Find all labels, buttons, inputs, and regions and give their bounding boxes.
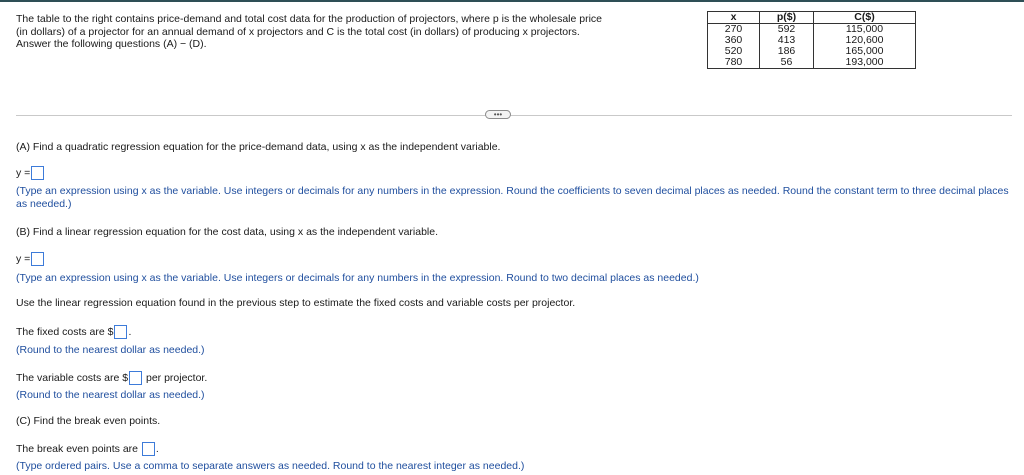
table-cell: 115,000 [814, 24, 916, 36]
table-header-c: C($) [814, 12, 916, 24]
table-cell: 360 [708, 35, 760, 46]
part-a-prefix: y = [16, 166, 31, 179]
table-cell: 56 [760, 57, 814, 69]
fixed-costs-prefix: The fixed costs are $ [16, 325, 114, 338]
data-table [707, 11, 916, 69]
part-a-question: (A) Find a quadratic regression equation for the price-demand data, using x as the independent variable. [16, 141, 501, 153]
section-divider [16, 115, 1012, 116]
fixed-costs-input[interactable] [114, 325, 127, 339]
table-row [708, 57, 916, 69]
part-a-hint: (Type an expression using x as the variable. Use integers or decimals for any numbers in the expression. Round the coefficients to seven decimal places as needed. Round the constant term to three decimal places as needed.) [16, 185, 1009, 210]
part-a-answer-line [16, 166, 45, 180]
table-cell: 413 [760, 35, 814, 46]
table-cell: 592 [760, 24, 814, 36]
fixed-costs-line [16, 325, 131, 339]
expand-more-button[interactable]: ••• [485, 110, 511, 119]
table-cell: 270 [708, 24, 760, 36]
part-b-hint: (Type an expression using x as the variable. Use integers or decimals for any numbers in the expression. Round to two decimal places as needed.) [16, 272, 699, 284]
break-even-input[interactable] [142, 442, 155, 456]
table-cell: 120,600 [814, 35, 916, 46]
break-even-prefix: The break even points are [16, 442, 138, 455]
variable-costs-prefix: The variable costs are $ [16, 371, 129, 384]
table-cell: 520 [708, 46, 760, 57]
part-b-answer-input[interactable] [31, 252, 44, 266]
table-header-x: x [708, 12, 760, 24]
table-header-p: p($) [760, 12, 814, 24]
variable-costs-hint: (Round to the nearest dollar as needed.) [16, 389, 205, 401]
problem-intro: The table to the right contains price-demand and total cost data for the production of projectors, where p is the wholesale price (in dollars) of a projector for an annual demand of x projectors and C is the total cost (in dollars) of producing x projectors. Answer the following questions (A) − (D). [16, 13, 603, 50]
table-cell: 165,000 [814, 46, 916, 57]
variable-costs-input[interactable] [129, 371, 142, 385]
break-even-line [16, 442, 159, 456]
fixed-costs-suffix: . [128, 325, 132, 338]
part-b-prefix: y = [16, 252, 31, 265]
break-even-suffix: . [155, 442, 159, 455]
part-c-question: (C) Find the break even points. [16, 415, 161, 427]
variable-costs-line [16, 371, 207, 385]
break-even-hint: (Type ordered pairs. Use a comma to separate answers as needed. Round to the nearest integer as needed.) [16, 460, 525, 472]
fixed-costs-hint: (Round to the nearest dollar as needed.) [16, 344, 205, 356]
variable-costs-suffix: per projector. [145, 371, 208, 384]
part-a-answer-input[interactable] [31, 166, 44, 180]
top-bar [0, 0, 1024, 2]
table-cell: 193,000 [814, 57, 916, 69]
part-b-answer-line [16, 252, 45, 266]
table-cell: 780 [708, 57, 760, 69]
part-b-question: (B) Find a linear regression equation for the cost data, using x as the independent variable. [16, 226, 439, 238]
table-header-row [708, 12, 916, 24]
table-cell: 186 [760, 46, 814, 57]
part-b-followup: Use the linear regression equation found in the previous step to estimate the fixed costs and variable costs per projector. [16, 297, 576, 309]
